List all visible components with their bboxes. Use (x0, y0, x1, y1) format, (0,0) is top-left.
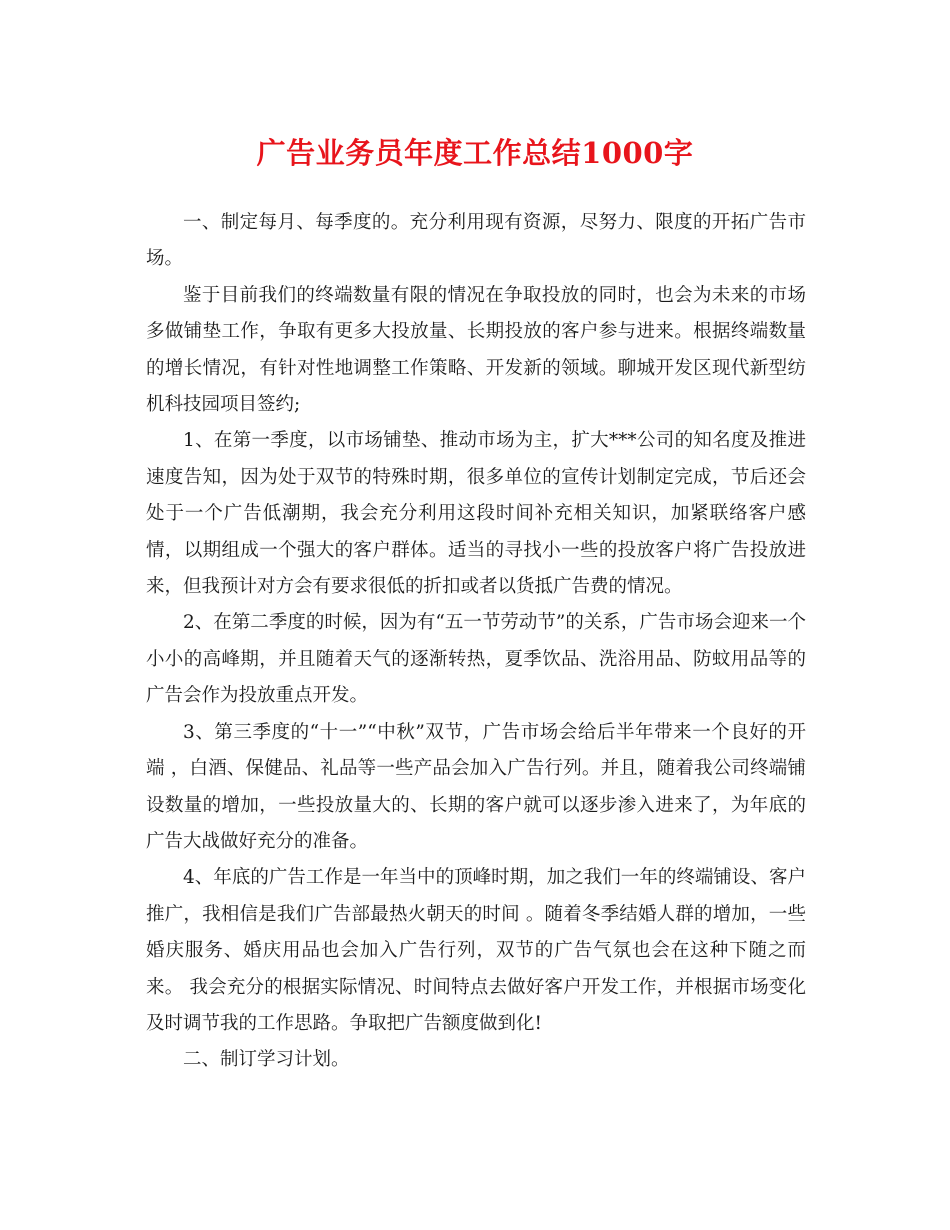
paragraph-2: 鉴于目前我们的终端数量有限的情况在争取投放的同时，也会为未来的市场多做铺垫工作，争取有更多大投放量、长期投放的客户参与进来。根据终端数量的增长情况，有针对性地调整工作策略、开发新的领域。聊城开发区现代新型纺机科技园项目签约; (146, 284, 806, 416)
paragraph-5: 3、第三季度的“十一”“中秋”双节，广告市场会给后半年带来一个良好的开端 ，白酒、保健品、礼品等一些产品会加入广告行列。并且，随着我公司终端铺设数量的增加，一些投放量大的、长期的客户就可以逐步渗入进来了，为年底的广告大战做好充分的准备。 (146, 721, 806, 852)
document-body (146, 205, 806, 1079)
paragraph-1: 一、制定每月、每季度的。充分利用现有资源，尽努力、限度的开拓广告市场。 (146, 212, 806, 270)
paragraph-3: 1、在第一季度，以市场铺垫、推动市场为主，扩大***公司的知名度及推进速度告知，因为处于双节的特殊时期，很多单位的宣传计划制定完成，节后还会处于一个广告低潮期，我会充分利用这段时间补充相关知识，加紧联络客户感情，以期组成一个强大的客户群体。适当的寻找小一些的投放客户将广告投放进来，但我预计对方会有要求很低的折扣或者以货抵广告费的情况。 (146, 430, 806, 598)
paragraph-7: 二、制订学习计划。 (183, 1049, 350, 1071)
paragraph-4: 2、在第二季度的时候，因为有“五一节劳动节”的关系，广告市场会迎来一个小小的高峰期，并且随着天气的逐渐转热，夏季饮品、洗浴用品、防蚊用品等的广告会作为投放重点开发。 (146, 612, 806, 707)
document-title: 广告业务员年度工作总结1000字 (256, 136, 694, 170)
paragraph-6: 4、年底的广告工作是一年当中的顶峰时期，加之我们一年的终端铺设、客户推广，我相信是我们广告部最热火朝天的时间 。随着冬季结婚人群的增加，一些婚庆服务、婚庆用品也会加入广告行列，双节的广告气氛也会在这种下随之而来。 我会充分的根据实际情况、时间特点去做好客户开发工作，并根据市场变化及时调节我的工作思路。争取把广告额度做到化! (146, 867, 806, 1034)
